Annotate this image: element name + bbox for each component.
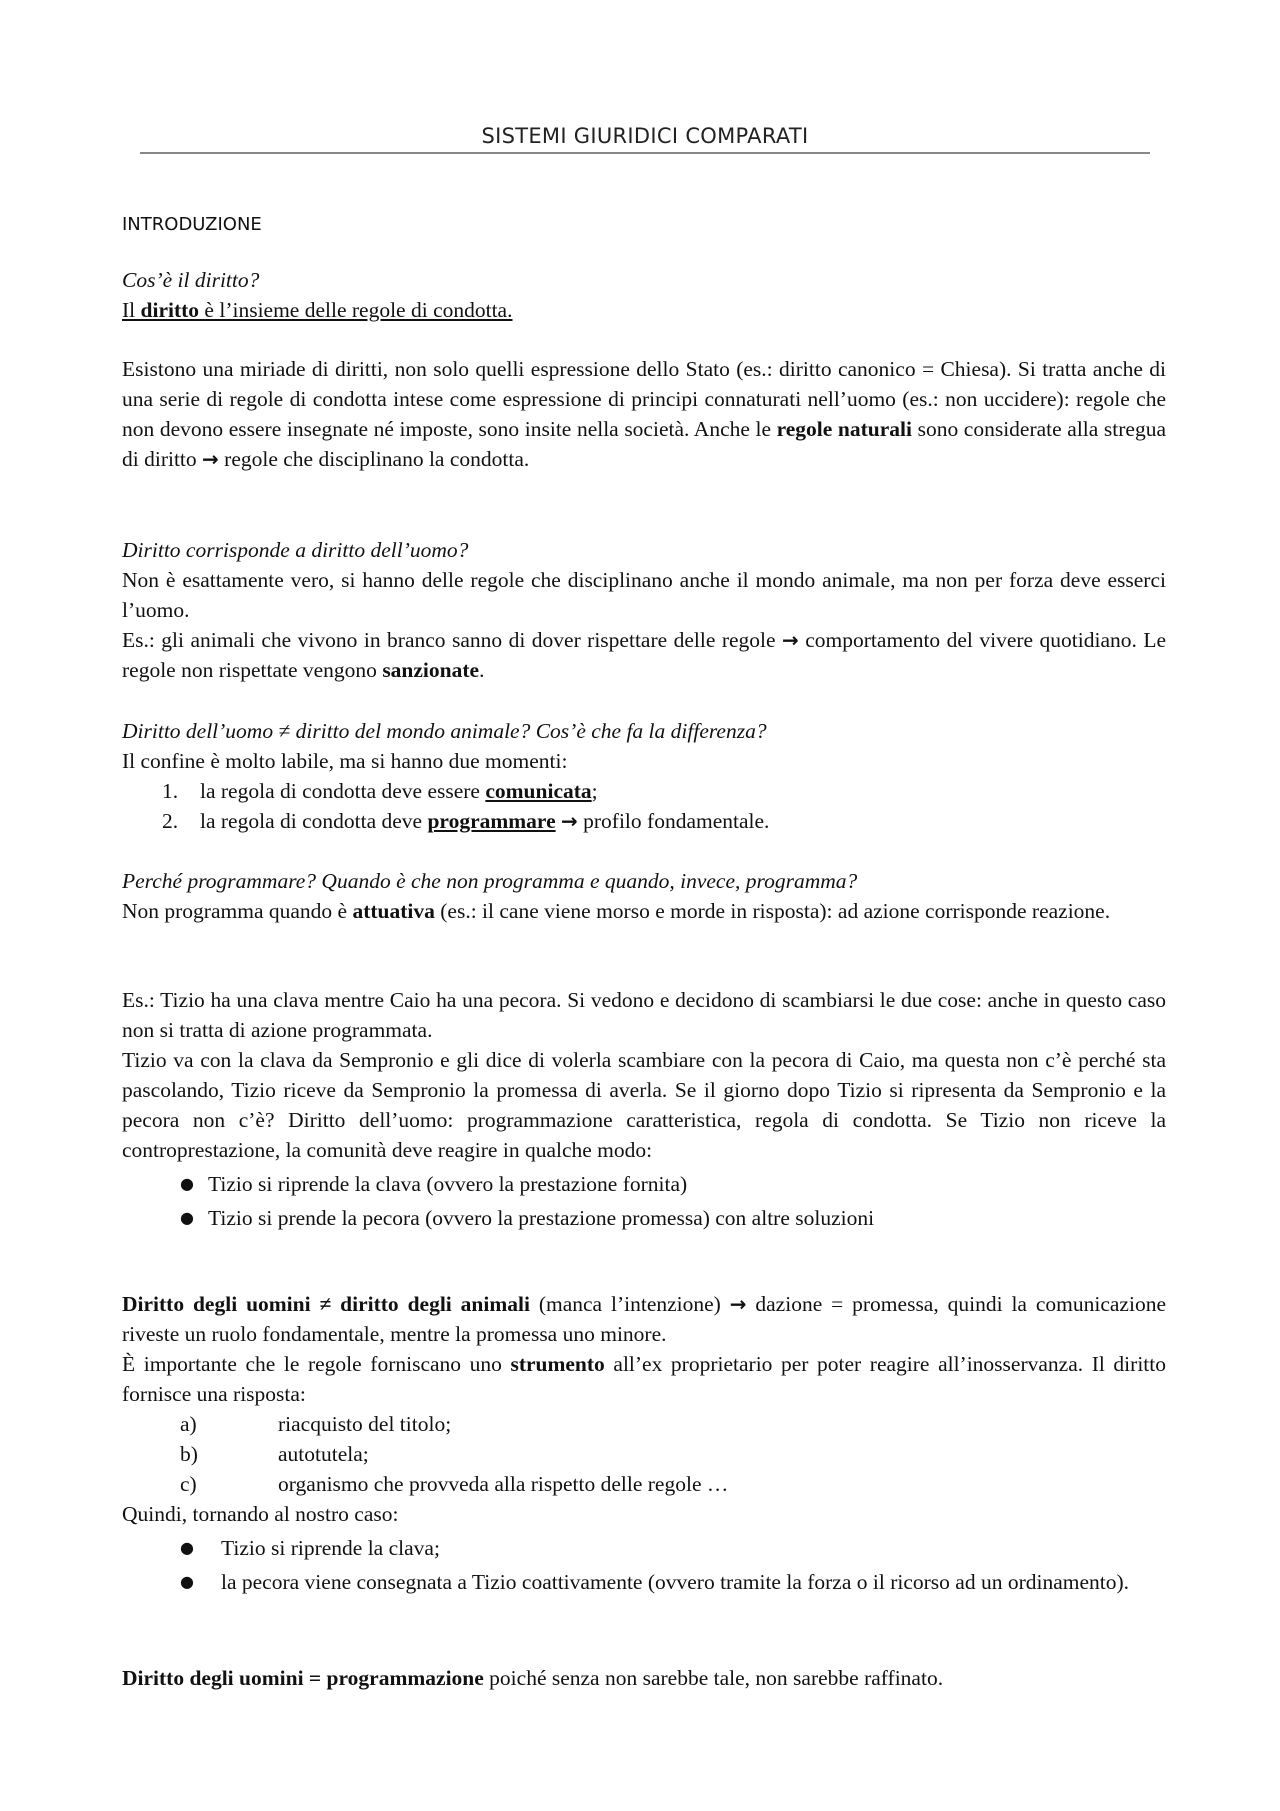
section-programming — [122, 866, 1166, 926]
question-text: Diritto dell’uomo ≠ diritto del mondo animale? Cos’è che fa la differenza? — [122, 719, 767, 743]
paragraph: Esistono una miriade di diritti, non solo quelli espressione dello Stato (es.: diritto canonico = Chiesa). Si tratta anche di una serie di regole di condotta intese come espressione di principi connaturati nell’uomo (es.: non uccidere): regole che non devono essere insegnate né imposte, sono insite nella società. Anche le regole naturali sono considerate alla stregua di diritto → regole che disciplinano la condotta. — [122, 357, 1166, 471]
header-rule — [140, 152, 1150, 154]
section-conclusion — [122, 1663, 1166, 1693]
arrow-right-icon: → — [561, 809, 578, 833]
section-human-rights — [122, 535, 1166, 685]
arrow-right-icon: → — [782, 628, 799, 652]
section-paragraph-natural-rules — [122, 354, 1166, 474]
list-item: ● Tizio si riprende la clava (ovvero la prestazione fornita) — [180, 1172, 688, 1196]
list-item: 1. la regola di condotta deve essere comunicata; — [162, 779, 598, 803]
paragraph: Non è esattamente vero, si hanno delle regole che disciplinano anche il mondo animale, ma non per forza deve esserci l’uomo. — [122, 568, 1166, 622]
paragraph: Diritto degli uomini = programmazione poiché senza non sarebbe tale, non sarebbe raffinato. — [122, 1666, 944, 1690]
section-difference — [122, 716, 1166, 836]
paragraph: Non programma quando è attuativa (es.: il cane viene morso e morde in risposta): ad azione corrisponde reazione. — [122, 899, 1111, 923]
list-item: ● Tizio si riprende la clava; — [180, 1536, 440, 1560]
list-item: 2. la regola di condotta deve programmare → profilo fondamentale. — [162, 809, 770, 833]
question-text: Cos’è il diritto? — [122, 268, 260, 292]
arrow-right-icon: → — [202, 447, 219, 471]
question-text: Perché programmare? Quando è che non programma e quando, invece, programma? — [122, 869, 858, 893]
list-item: b) autotutela; — [180, 1442, 369, 1466]
paragraph: È importante che le regole forniscano uno strumento all’ex proprietario per poter reagire all’inosservanza. Il diritto fornisce una risposta: — [122, 1352, 1166, 1406]
definition-text: Il diritto è l’insieme delle regole di condotta. — [122, 298, 513, 322]
paragraph: Il confine è molto labile, ma si hanno due momenti: — [122, 749, 568, 773]
list-item: ● la pecora viene consegnata a Tizio coattivamente (ovvero tramite la forza o il ricorso ad un ordinamento). — [180, 1570, 1130, 1594]
question-text: Diritto corrisponde a diritto dell’uomo? — [122, 538, 469, 562]
section-example — [122, 985, 1166, 1233]
paragraph: Diritto degli uomini ≠ diritto degli animali (manca l’intenzione) → dazione = promessa, quindi la comunicazione riveste un ruolo fondamentale, mentre la promessa uno minore. — [122, 1292, 1166, 1346]
list-item: a) riacquisto del titolo; — [180, 1412, 452, 1436]
section-human-vs-animal — [122, 1289, 1166, 1597]
paragraph: Es.: gli animali che vivono in branco sanno di dover rispettare delle regole → comportamento del vivere quotidiano. Le regole non rispettate vengono sanzionate. — [122, 628, 1166, 682]
section-heading-introduzione: INTRODUZIONE — [122, 214, 262, 235]
section-definition — [122, 265, 1166, 325]
list-item: ● Tizio si prende la pecora (ovvero la prestazione promessa) con altre soluzioni — [180, 1206, 875, 1230]
list-item: c) organismo che provveda alla rispetto delle regole … — [180, 1472, 729, 1496]
paragraph: Quindi, tornando al nostro caso: — [122, 1502, 399, 1526]
paragraph: Tizio va con la clava da Sempronio e gli dice di volerla scambiare con la pecora di Caio, ma questa non c’è perché sta pascolando, Tizio riceve da Sempronio la promessa di averla. Se il giorno dopo Tizio si ripresenta da Sempronio e la pecora non c’è? Diritto dell’uomo: programmazione caratteristica, regola di condotta. Se Tizio non riceve la controprestazione, la comunità deve reagire in qualche modo: — [122, 1048, 1166, 1162]
page-header-title: SISTEMI GIURIDICI COMPARATI — [481, 124, 809, 148]
paragraph: Es.: Tizio ha una clava mentre Caio ha una pecora. Si vedono e decidono di scambiarsi le due cose: anche in questo caso non si tratta di azione programmata. — [122, 988, 1166, 1042]
arrow-right-icon: → — [729, 1292, 747, 1316]
